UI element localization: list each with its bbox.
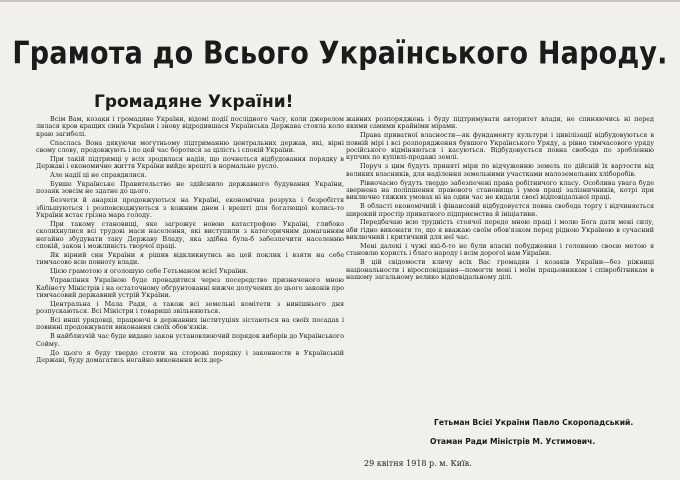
date-place-line: 29 квітня 1918 р. м. Київ. bbox=[364, 459, 472, 468]
right-paragraph: Рівночасно будуть твердо забезпечені права робітничого класу. Особлива увага буде звернена на поліпшення правового становища і умов праці залізничників, котрі при виключно тяжких умовах ні на один час не кидали своєї відповідальної праці. bbox=[346, 178, 654, 202]
top-edge bbox=[0, 0, 680, 2]
right-paragraph: Мені далекі і чужі які-б-то не були власні побудження і головною своєю метою я становлю користь і благо народу і всім дорогої нам України. bbox=[346, 242, 654, 258]
left-paragraph: При такій підтримці у всіх зродилася надія, що почнеться відбудовання порядку в Державі і економичне життя України вийде врешті в нормальне русло. bbox=[36, 154, 344, 171]
document-title: Грамота до Всього Українського Народу. bbox=[12, 35, 668, 72]
right-column bbox=[346, 116, 654, 283]
ministers-signature-line: Отаман Ради Міністрів М. Устимович. bbox=[430, 437, 596, 446]
left-paragraph: Всі инші урядовці, працюючі в державних інституціях зістаються на своїх посадах і повинні продовжувати виконання своїх обов'язків. bbox=[36, 316, 344, 332]
left-paragraph: Як вірний син України я рішив відкликнутись на цей поклик і взяти на себе тимчасово всю повноту влади. bbox=[36, 251, 344, 267]
right-paragraph: Передбачаю всю трудність стоячої передо мною праці і молю Бога дати мені силу, аби гідно виконати те, що я вважаю своїм обов'язком перед рідною Україною в сучасний виключний і критичний для неї час. bbox=[346, 218, 654, 242]
right-paragraph: Поруч з цим будуть приняті міри по відчуженню земель по дійсній їх вартости від великих власників, для наділення земельними участками малоземельних хліборобів. bbox=[346, 162, 654, 178]
left-paragraph: До цього я буду твердо стояти на сторожі порядку і законности в Українській Державі, буду домагатись негайно виконання всіх дер- bbox=[36, 348, 344, 365]
left-paragraph: Центральна і Мала Ради, а також всі земельні комітети з нинішнього дня розпускаються. Всі Міністри і товариші звільняються. bbox=[36, 299, 344, 316]
hetman-signature-line: Гетьман Всієї України Павло Скоропадський. bbox=[434, 418, 634, 427]
left-paragraph: Безчети й анархія продовжуються на Україні, економічна розруха і безробіття збільшуються і розповсюджуються з кожним днем і врешті для богатющої колись-то України встає грізна мара голоду. bbox=[36, 196, 344, 220]
left-column bbox=[36, 116, 344, 366]
left-paragraph: В найблизчій час буде видано закон установлюючий порядок виборів до Українського Сойму. bbox=[36, 332, 344, 348]
left-paragraph: Цією грамотою я оголошую себе Гетьманом всієї України. bbox=[50, 267, 249, 276]
right-paragraph: Права приватної власности—як фундаменту культури і цивілізації відбудовуються в повній мірі і всі розпорядження бувшого Українського Уряду, а рівно тимчасового уряду російського відміняються і касуються. Відбудовується повна свобода по зробленню купчих по купівлі-продажі землі. bbox=[346, 131, 654, 162]
salutation-heading: Громадяне України! bbox=[94, 92, 294, 112]
right-paragraph: В цій свідомости кличу всіх Вас громадян і козаків України—без ріжниці національности і віросповідання—помогти мені і моїм працьовникам і співробітникам в нашому загальному велико відповідальному ділі. bbox=[346, 258, 654, 282]
left-paragraph: Спаслась Вона дякуючи могутньому підтриманню центральних держав, які, вірні свому слову, продовжують і по цей час боротися за цілість і спокій України. bbox=[36, 138, 344, 154]
left-paragraph: Бувше Українське Правительство не здійснило державного будування України, позаяк зовсім не здатне до цього. bbox=[36, 180, 344, 196]
left-paragraph: Всім Вам, козаки і громадяне України, відомі події послідного часу, коли джерелом лилася кров кращих синів України і знову відродившася Українська Держава стояла коло краю загибелі. bbox=[36, 115, 344, 138]
right-paragraph: жавних розпоряджень і буду підтримувати авторитет влади, не спиняючись ні перед якими самими крайніми мірами. bbox=[346, 115, 654, 131]
right-paragraph: В області економічній і фінансовій відбудовуєтся повна свобода торгу і відчиняється широкий простір приватного підприємства й ініціативи. bbox=[346, 202, 654, 218]
left-paragraph: Управління Україною буде провадитися через посередство призначеного мною Кабінету Міністрів і на остаточному обґрунтованні нижче долучених до цього законів про тимчасовий державний устрій України. bbox=[36, 276, 344, 299]
left-paragraph: При такому становищі, яке загрожує новою катастрофою Україні, глибоко сколихнулися всі трудові маси населення, які виступили з категоричним домаганням негайно збудувати таку Державу Владу, яка здібна була-б забезпечити населенню спокій, закон і можливість творчої праці. bbox=[36, 220, 344, 251]
left-paragraph: Але надії ці не справдилися. bbox=[50, 171, 147, 180]
